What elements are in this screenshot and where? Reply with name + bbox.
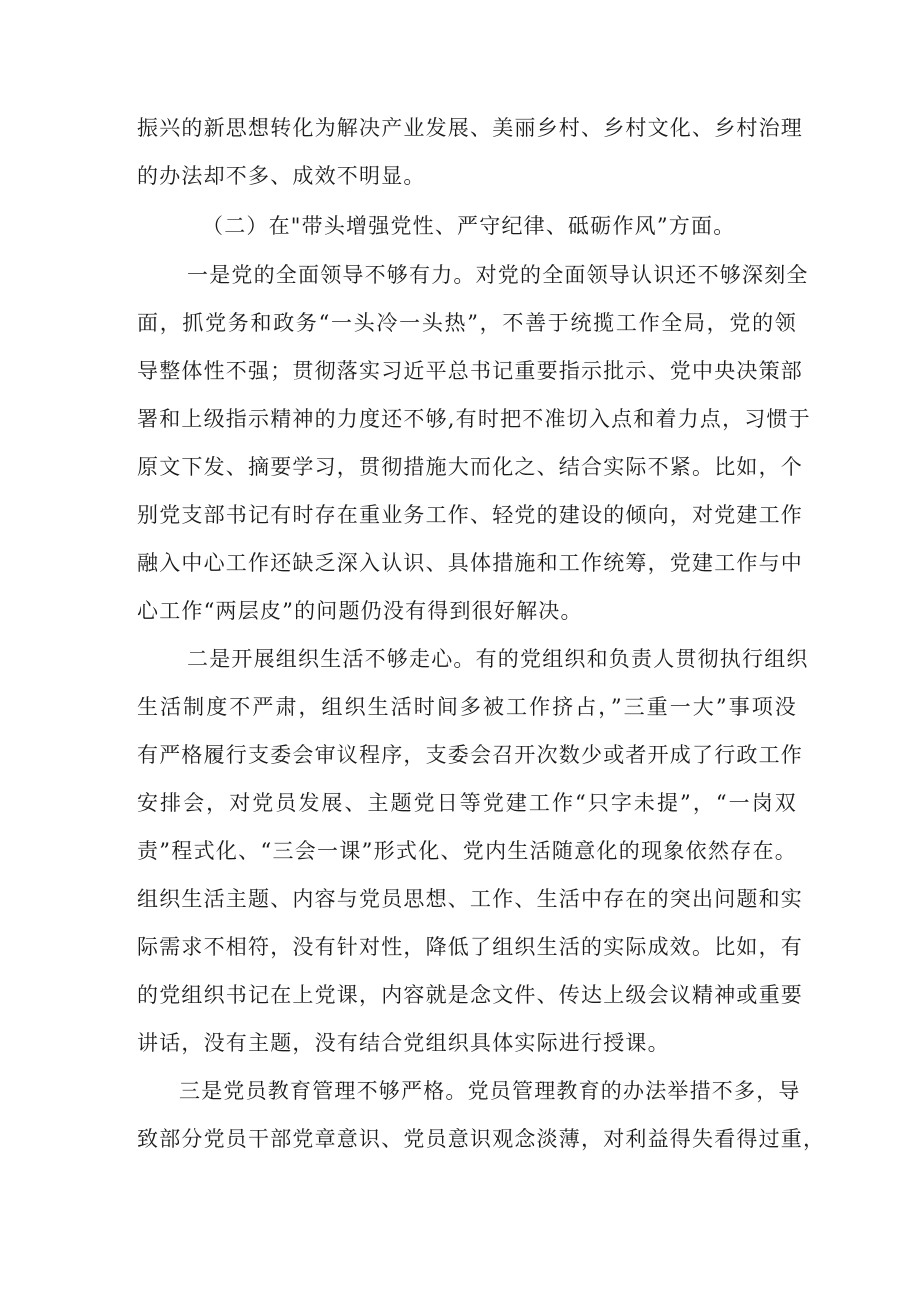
text-line: 有严格履行支委会审议程序，支委会召开次数少或者开成了行政工作: [137, 743, 803, 767]
text-line: 组织生活主题、内容与党员思想、工作、生活中存在的突出问题和实: [137, 887, 803, 911]
text-line: 生活制度不严肃，组织生活时间多被工作挤占，”三重一大”事项没: [137, 695, 797, 719]
text-line: 的办法却不多、成效不明显。: [137, 164, 426, 188]
text-line: 融入中心工作还缺乏深入认识、具体措施和工作统筹，党建工作与中: [137, 551, 803, 575]
text-line: 讲话，没有主题，没有结合党组织具体实际进行授课。: [137, 1031, 670, 1055]
text-line: 责”程式化、“三会一课”形式化、党内生活随意化的现象依然存在。: [137, 839, 797, 863]
text-line: 原文下发、摘要学习，贯彻措施大而化之、结合实际不紧。比如，个: [137, 455, 803, 479]
text-line: 际需求不相符，没有针对性，降低了组织生活的实际成效。比如，有: [137, 935, 803, 959]
text-line: 署和上级指示精神的力度还不够,有时把不准切入点和着力点，习惯于: [137, 407, 811, 431]
text-line: 面，抓党务和政务“一头冷一头热”，不善于统揽工作全局，党的领: [137, 311, 797, 335]
text-line: 三是党员教育管理不够严格。党员管理教育的办法举措不多，导: [179, 1079, 801, 1103]
text-line: 安排会，对党员发展、主题党日等党建工作“只字未提”，“一岗双: [137, 791, 797, 815]
text-line: 心工作“两层皮”的问题仍没有得到很好解决。: [137, 599, 583, 623]
text-line: 振兴的新思想转化为解决产业发展、美丽乡村、乡村文化、乡村治理: [137, 116, 803, 140]
text-line: 导整体性不强；贯彻落实习近平总书记重要指示批示、党中央决策部: [137, 359, 803, 383]
text-line: 的党组织书记在上党课，内容就是念文件、传达上级会议精神或重要: [137, 983, 803, 1007]
heading-line: （二）在"带头增强党性、严守纪律、砥砺作风”方面。: [202, 214, 736, 238]
text-line: 别党支部书记有时存在重业务工作、轻党的建设的倾向，对党建工作: [137, 503, 803, 527]
text-line: 二是开展组织生活不够走心。有的党组织和负责人贯彻执行组织: [187, 647, 809, 671]
text-line: 一是党的全面领导不够有力。对党的全面领导认识还不够深刻全: [187, 263, 809, 287]
text-line: 致部分党员干部党章意识、党员意识观念淡薄，对利益得失看得过重，: [137, 1127, 826, 1151]
